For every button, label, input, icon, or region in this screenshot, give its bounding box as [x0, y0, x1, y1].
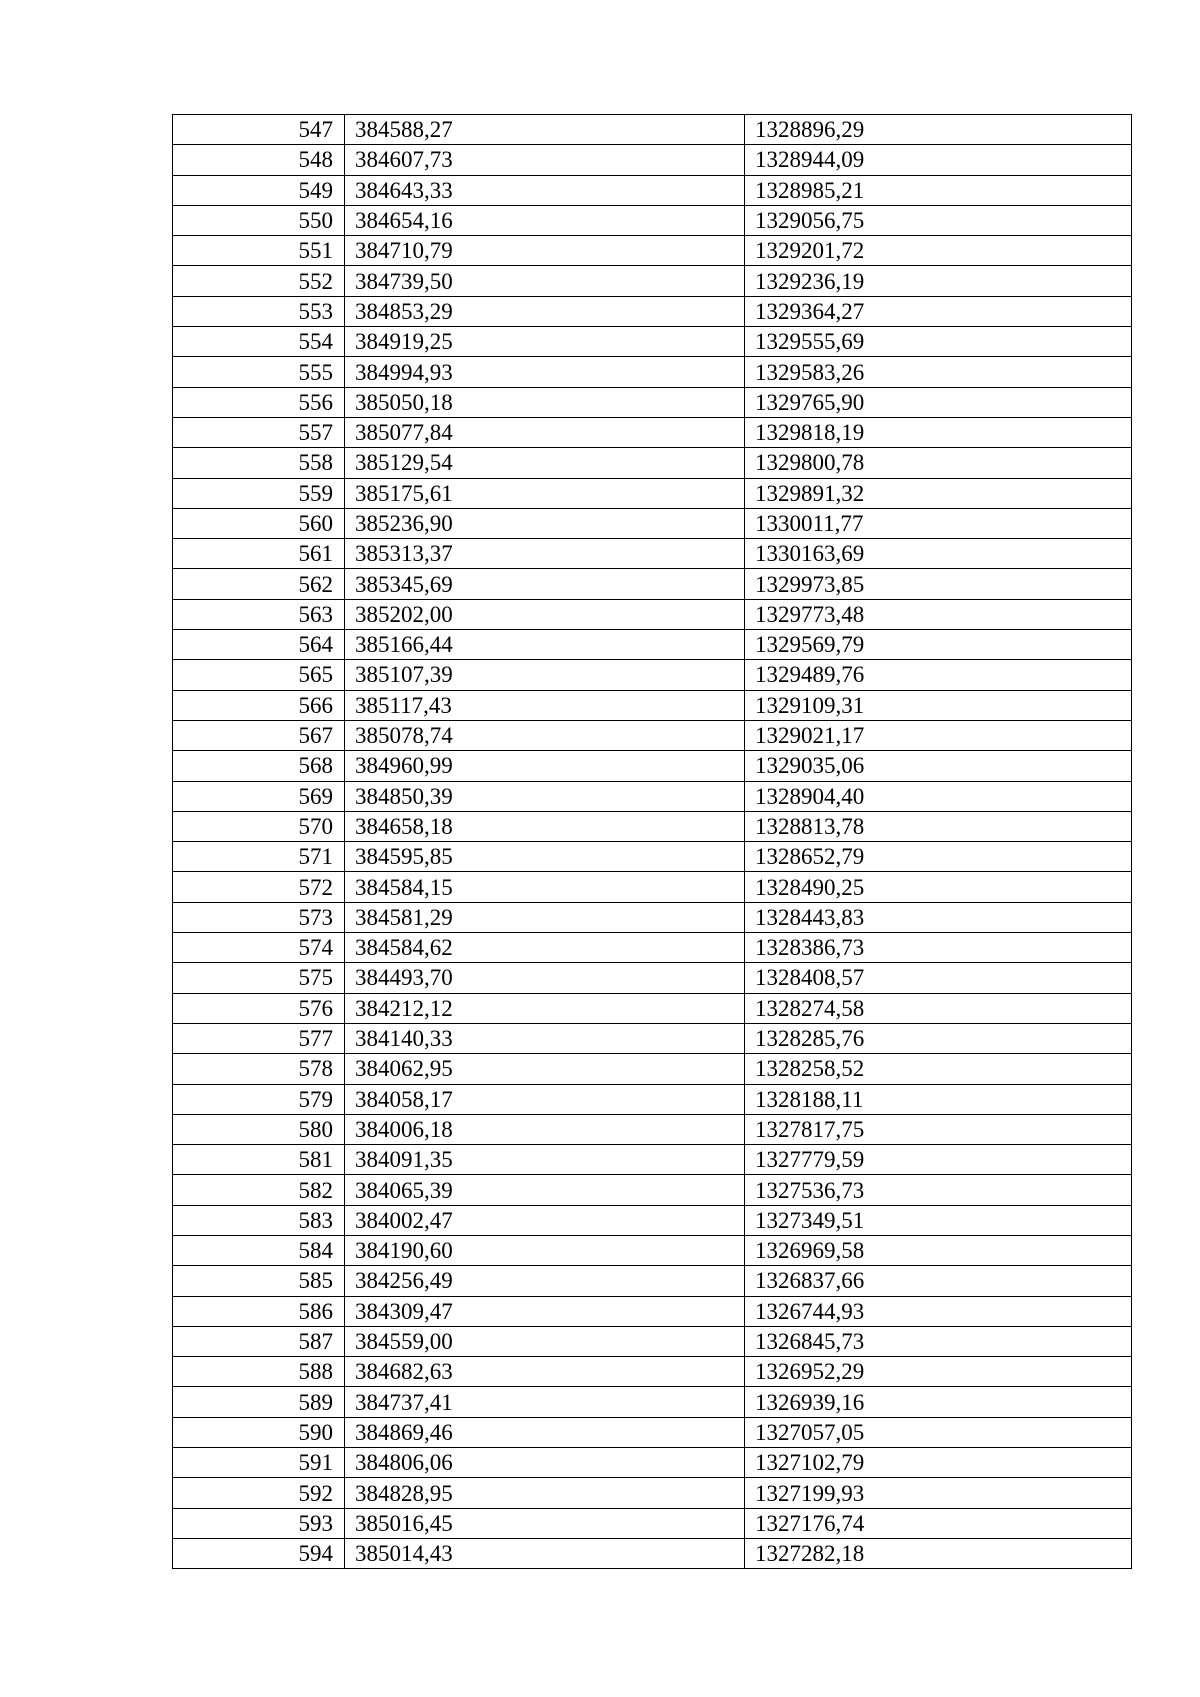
y-coordinate-cell: 1327536,73: [745, 1175, 1132, 1205]
y-coordinate-cell: 1326969,58: [745, 1235, 1132, 1265]
y-coordinate-cell: 1327057,05: [745, 1417, 1132, 1447]
point-number-cell: 554: [173, 327, 345, 357]
table-row: [173, 478, 1132, 508]
table-row: [173, 902, 1132, 932]
x-coordinate-cell: 384658,18: [345, 811, 745, 841]
table-row: [173, 963, 1132, 993]
table-row: [173, 175, 1132, 205]
table-row: [173, 569, 1132, 599]
point-number-cell: 577: [173, 1023, 345, 1053]
table-row: [173, 327, 1132, 357]
point-number-cell: 585: [173, 1266, 345, 1296]
y-coordinate-cell: 1330011,77: [745, 508, 1132, 538]
x-coordinate-cell: 384806,06: [345, 1448, 745, 1478]
x-coordinate-cell: 384710,79: [345, 236, 745, 266]
point-number-cell: 593: [173, 1508, 345, 1538]
table-row: [173, 1448, 1132, 1478]
x-coordinate-cell: 385129,54: [345, 448, 745, 478]
x-coordinate-cell: 384062,95: [345, 1054, 745, 1084]
y-coordinate-cell: 1327349,51: [745, 1205, 1132, 1235]
x-coordinate-cell: 384065,39: [345, 1175, 745, 1205]
point-number-cell: 588: [173, 1357, 345, 1387]
table-row: [173, 1023, 1132, 1053]
x-coordinate-cell: 384682,63: [345, 1357, 745, 1387]
y-coordinate-cell: 1329973,85: [745, 569, 1132, 599]
table-row: [173, 145, 1132, 175]
y-coordinate-cell: 1329773,48: [745, 599, 1132, 629]
point-number-cell: 548: [173, 145, 345, 175]
point-number-cell: 551: [173, 236, 345, 266]
table-row: [173, 811, 1132, 841]
x-coordinate-cell: 384493,70: [345, 963, 745, 993]
x-coordinate-cell: 384256,49: [345, 1266, 745, 1296]
table-row: [173, 842, 1132, 872]
y-coordinate-cell: 1328944,09: [745, 145, 1132, 175]
point-number-cell: 566: [173, 690, 345, 720]
x-coordinate-cell: 385166,44: [345, 630, 745, 660]
table-row: [173, 1387, 1132, 1417]
y-coordinate-cell: 1327102,79: [745, 1448, 1132, 1478]
point-number-cell: 584: [173, 1235, 345, 1265]
y-coordinate-cell: 1328285,76: [745, 1023, 1132, 1053]
x-coordinate-cell: 385014,43: [345, 1538, 745, 1568]
point-number-cell: 562: [173, 569, 345, 599]
y-coordinate-cell: 1328443,83: [745, 902, 1132, 932]
point-number-cell: 549: [173, 175, 345, 205]
point-number-cell: 552: [173, 266, 345, 296]
x-coordinate-cell: 384190,60: [345, 1235, 745, 1265]
table-row: [173, 1145, 1132, 1175]
y-coordinate-cell: 1327199,93: [745, 1478, 1132, 1508]
table-row: [173, 781, 1132, 811]
point-number-cell: 558: [173, 448, 345, 478]
y-coordinate-cell: 1328490,25: [745, 872, 1132, 902]
x-coordinate-cell: 384919,25: [345, 327, 745, 357]
table-row: [173, 690, 1132, 720]
x-coordinate-cell: 384960,99: [345, 751, 745, 781]
y-coordinate-cell: 1329056,75: [745, 205, 1132, 235]
point-number-cell: 592: [173, 1478, 345, 1508]
y-coordinate-cell: 1328274,58: [745, 993, 1132, 1023]
point-number-cell: 565: [173, 660, 345, 690]
x-coordinate-cell: 384869,46: [345, 1417, 745, 1447]
y-coordinate-cell: 1329818,19: [745, 417, 1132, 447]
table-row: [173, 1235, 1132, 1265]
x-coordinate-cell: 384091,35: [345, 1145, 745, 1175]
point-number-cell: 568: [173, 751, 345, 781]
y-coordinate-cell: 1329109,31: [745, 690, 1132, 720]
point-number-cell: 550: [173, 205, 345, 235]
point-number-cell: 594: [173, 1538, 345, 1568]
point-number-cell: 559: [173, 478, 345, 508]
table-row: [173, 539, 1132, 569]
x-coordinate-cell: 385236,90: [345, 508, 745, 538]
point-number-cell: 589: [173, 1387, 345, 1417]
point-number-cell: 572: [173, 872, 345, 902]
coordinates-table: [172, 114, 1132, 1569]
table-row: [173, 1296, 1132, 1326]
table-row: [173, 417, 1132, 447]
point-number-cell: 553: [173, 296, 345, 326]
table-row: [173, 236, 1132, 266]
table-row: [173, 1508, 1132, 1538]
table-row: [173, 872, 1132, 902]
y-coordinate-cell: 1329021,17: [745, 720, 1132, 750]
y-coordinate-cell: 1329035,06: [745, 751, 1132, 781]
table-row: [173, 1357, 1132, 1387]
point-number-cell: 582: [173, 1175, 345, 1205]
table-row: [173, 266, 1132, 296]
point-number-cell: 576: [173, 993, 345, 1023]
x-coordinate-cell: 384994,93: [345, 357, 745, 387]
x-coordinate-cell: 384058,17: [345, 1084, 745, 1114]
table-row: [173, 1266, 1132, 1296]
x-coordinate-cell: 385078,74: [345, 720, 745, 750]
y-coordinate-cell: 1329201,72: [745, 236, 1132, 266]
y-coordinate-cell: 1329765,90: [745, 387, 1132, 417]
point-number-cell: 564: [173, 630, 345, 660]
point-number-cell: 567: [173, 720, 345, 750]
y-coordinate-cell: 1328652,79: [745, 842, 1132, 872]
table-row: [173, 993, 1132, 1023]
point-number-cell: 570: [173, 811, 345, 841]
x-coordinate-cell: 384739,50: [345, 266, 745, 296]
table-row: [173, 1114, 1132, 1144]
x-coordinate-cell: 384654,16: [345, 205, 745, 235]
x-coordinate-cell: 385117,43: [345, 690, 745, 720]
table-row: [173, 448, 1132, 478]
x-coordinate-cell: 384828,95: [345, 1478, 745, 1508]
table-row: [173, 1175, 1132, 1205]
point-number-cell: 583: [173, 1205, 345, 1235]
y-coordinate-cell: 1329236,19: [745, 266, 1132, 296]
point-number-cell: 555: [173, 357, 345, 387]
y-coordinate-cell: 1328386,73: [745, 933, 1132, 963]
x-coordinate-cell: 384559,00: [345, 1326, 745, 1356]
y-coordinate-cell: 1329555,69: [745, 327, 1132, 357]
table-row: [173, 115, 1132, 145]
y-coordinate-cell: 1326845,73: [745, 1326, 1132, 1356]
table-row: [173, 1205, 1132, 1235]
y-coordinate-cell: 1328188,11: [745, 1084, 1132, 1114]
y-coordinate-cell: 1328258,52: [745, 1054, 1132, 1084]
table-row: [173, 1084, 1132, 1114]
x-coordinate-cell: 385202,00: [345, 599, 745, 629]
table-row: [173, 508, 1132, 538]
table-row: [173, 1054, 1132, 1084]
y-coordinate-cell: 1329891,32: [745, 478, 1132, 508]
x-coordinate-cell: 384588,27: [345, 115, 745, 145]
point-number-cell: 578: [173, 1054, 345, 1084]
point-number-cell: 586: [173, 1296, 345, 1326]
x-coordinate-cell: 385175,61: [345, 478, 745, 508]
point-number-cell: 579: [173, 1084, 345, 1114]
x-coordinate-cell: 384584,15: [345, 872, 745, 902]
point-number-cell: 573: [173, 902, 345, 932]
point-number-cell: 560: [173, 508, 345, 538]
x-coordinate-cell: 384850,39: [345, 781, 745, 811]
x-coordinate-cell: 384853,29: [345, 296, 745, 326]
x-coordinate-cell: 384737,41: [345, 1387, 745, 1417]
y-coordinate-cell: 1328985,21: [745, 175, 1132, 205]
table-row: [173, 720, 1132, 750]
table-row: [173, 387, 1132, 417]
table-row: [173, 751, 1132, 781]
y-coordinate-cell: 1329583,26: [745, 357, 1132, 387]
x-coordinate-cell: 384309,47: [345, 1296, 745, 1326]
y-coordinate-cell: 1327282,18: [745, 1538, 1132, 1568]
y-coordinate-cell: 1330163,69: [745, 539, 1132, 569]
y-coordinate-cell: 1329569,79: [745, 630, 1132, 660]
point-number-cell: 563: [173, 599, 345, 629]
point-number-cell: 575: [173, 963, 345, 993]
y-coordinate-cell: 1329800,78: [745, 448, 1132, 478]
point-number-cell: 561: [173, 539, 345, 569]
table-row: [173, 630, 1132, 660]
table-row: [173, 205, 1132, 235]
y-coordinate-cell: 1326837,66: [745, 1266, 1132, 1296]
point-number-cell: 590: [173, 1417, 345, 1447]
x-coordinate-cell: 384607,73: [345, 145, 745, 175]
x-coordinate-cell: 384002,47: [345, 1205, 745, 1235]
table-row: [173, 1538, 1132, 1568]
table-row: [173, 357, 1132, 387]
x-coordinate-cell: 384581,29: [345, 902, 745, 932]
table-row: [173, 660, 1132, 690]
y-coordinate-cell: 1328813,78: [745, 811, 1132, 841]
table-row: [173, 599, 1132, 629]
x-coordinate-cell: 384140,33: [345, 1023, 745, 1053]
y-coordinate-cell: 1327817,75: [745, 1114, 1132, 1144]
x-coordinate-cell: 385016,45: [345, 1508, 745, 1538]
y-coordinate-cell: 1327779,59: [745, 1145, 1132, 1175]
y-coordinate-cell: 1326939,16: [745, 1387, 1132, 1417]
point-number-cell: 569: [173, 781, 345, 811]
y-coordinate-cell: 1326744,93: [745, 1296, 1132, 1326]
table-row: [173, 933, 1132, 963]
point-number-cell: 547: [173, 115, 345, 145]
table-row: [173, 1478, 1132, 1508]
table-row: [173, 296, 1132, 326]
x-coordinate-cell: 385107,39: [345, 660, 745, 690]
x-coordinate-cell: 384584,62: [345, 933, 745, 963]
x-coordinate-cell: 385345,69: [345, 569, 745, 599]
x-coordinate-cell: 384643,33: [345, 175, 745, 205]
point-number-cell: 591: [173, 1448, 345, 1478]
y-coordinate-cell: 1329364,27: [745, 296, 1132, 326]
y-coordinate-cell: 1326952,29: [745, 1357, 1132, 1387]
x-coordinate-cell: 385077,84: [345, 417, 745, 447]
y-coordinate-cell: 1328408,57: [745, 963, 1132, 993]
y-coordinate-cell: 1329489,76: [745, 660, 1132, 690]
x-coordinate-cell: 384595,85: [345, 842, 745, 872]
x-coordinate-cell: 385050,18: [345, 387, 745, 417]
point-number-cell: 587: [173, 1326, 345, 1356]
table-row: [173, 1417, 1132, 1447]
point-number-cell: 574: [173, 933, 345, 963]
y-coordinate-cell: 1328904,40: [745, 781, 1132, 811]
x-coordinate-cell: 384006,18: [345, 1114, 745, 1144]
point-number-cell: 581: [173, 1145, 345, 1175]
point-number-cell: 580: [173, 1114, 345, 1144]
point-number-cell: 556: [173, 387, 345, 417]
y-coordinate-cell: 1328896,29: [745, 115, 1132, 145]
x-coordinate-cell: 384212,12: [345, 993, 745, 1023]
point-number-cell: 557: [173, 417, 345, 447]
coordinates-table-body: [173, 115, 1132, 1569]
table-row: [173, 1326, 1132, 1356]
y-coordinate-cell: 1327176,74: [745, 1508, 1132, 1538]
point-number-cell: 571: [173, 842, 345, 872]
x-coordinate-cell: 385313,37: [345, 539, 745, 569]
